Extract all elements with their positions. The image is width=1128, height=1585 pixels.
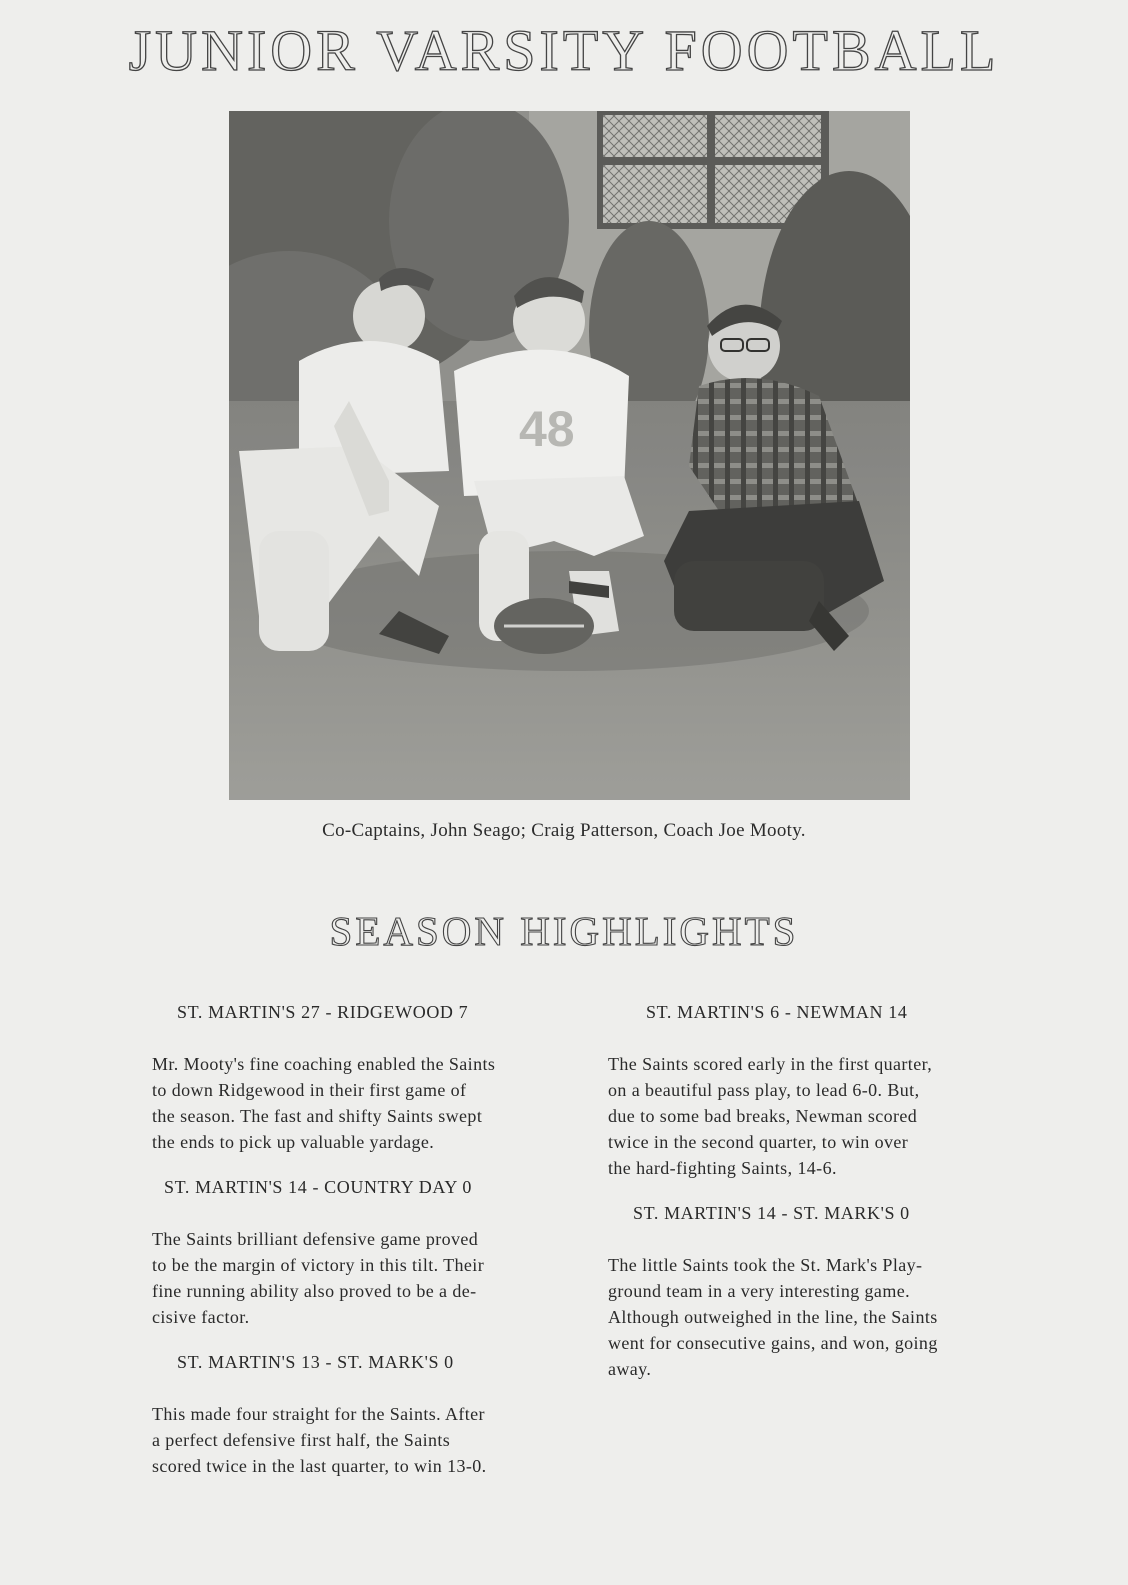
game-line: scored twice in the last quarter, to win 13-0. xyxy=(152,1456,487,1476)
game-line: to down Ridgewood in their first game of xyxy=(152,1080,467,1100)
game-line: The Saints brilliant defensive game proved xyxy=(152,1229,479,1249)
svg-text:48: 48 xyxy=(519,401,575,457)
game-line: away. xyxy=(608,1359,652,1379)
game-line: a perfect defensive first half, the Saints xyxy=(152,1430,451,1450)
game-heading: ST. MARTIN'S 6 - NEWMAN 14 xyxy=(646,1002,908,1022)
game-line: The Saints scored early in the first quarter, xyxy=(608,1054,933,1074)
game-block xyxy=(152,1352,552,1479)
game-block xyxy=(608,1002,1008,1181)
game-heading: ST. MARTIN'S 13 - ST. MARK'S 0 xyxy=(177,1352,454,1372)
game-line: Although outweighed in the line, the Saints xyxy=(608,1307,938,1327)
team-photo xyxy=(229,111,910,800)
game-line: This made four straight for the Saints. After xyxy=(152,1404,485,1424)
game-line: went for consecutive gains, and won, going xyxy=(608,1333,938,1353)
left-column xyxy=(152,1002,552,1479)
section-title: SEASON HIGHLIGHTS xyxy=(329,908,799,954)
game-block xyxy=(152,1177,552,1330)
page-title: JUNIOR VARSITY FOOTBALL xyxy=(128,18,1000,83)
right-column xyxy=(608,1002,1008,1382)
game-heading: ST. MARTIN'S 14 - ST. MARK'S 0 xyxy=(633,1203,910,1223)
game-heading: ST. MARTIN'S 14 - COUNTRY DAY 0 xyxy=(164,1177,472,1197)
game-line: the hard-fighting Saints, 14-6. xyxy=(608,1158,837,1178)
game-line: cisive factor. xyxy=(152,1307,250,1327)
game-block xyxy=(152,1002,552,1155)
game-heading: ST. MARTIN'S 27 - RIDGEWOOD 7 xyxy=(177,1002,469,1022)
photo-caption: Co-Captains, John Seago; Craig Patterson, Coach Joe Mooty. xyxy=(322,820,806,841)
game-line: twice in the second quarter, to win over xyxy=(608,1132,909,1152)
game-line: Mr. Mooty's fine coaching enabled the Saints xyxy=(152,1054,496,1074)
game-line: ground team in a very interesting game. xyxy=(608,1281,911,1301)
game-line: to be the margin of victory in this tilt. Their xyxy=(152,1255,485,1275)
game-line: fine running ability also proved to be a de- xyxy=(152,1281,477,1301)
game-block xyxy=(608,1203,1008,1382)
game-line: the season. The fast and shifty Saints swept xyxy=(152,1106,483,1126)
game-line: the ends to pick up valuable yardage. xyxy=(152,1132,435,1152)
game-line: The little Saints took the St. Mark's Play- xyxy=(608,1255,923,1275)
game-line: due to some bad breaks, Newman scored xyxy=(608,1106,918,1126)
game-line: on a beautiful pass play, to lead 6-0. But, xyxy=(608,1080,920,1100)
